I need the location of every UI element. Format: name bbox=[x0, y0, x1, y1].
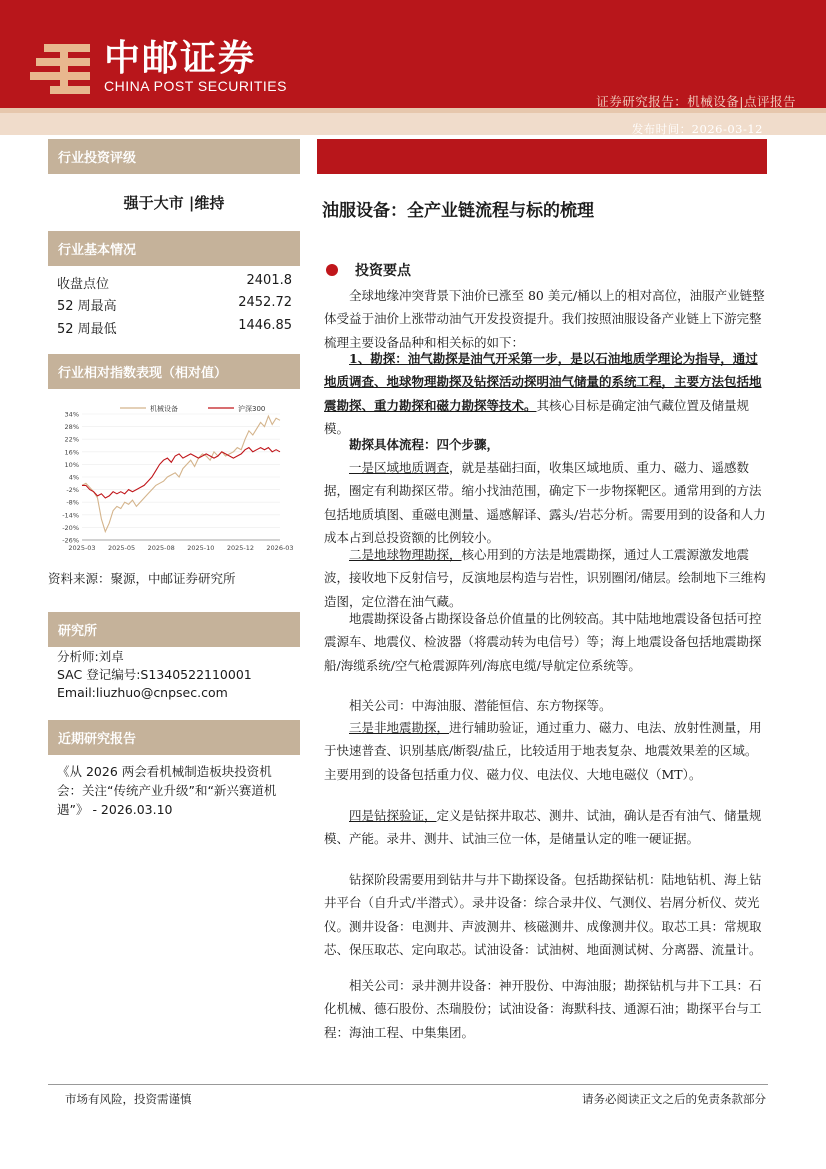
chart-y-tick-label: 28% bbox=[64, 423, 79, 432]
chart-legend-label: 沪深300 bbox=[238, 405, 266, 413]
chart-y-tick-label: -20% bbox=[62, 523, 79, 532]
chart-legend-label: 机械设备 bbox=[150, 405, 178, 413]
index-performance-heading: 行业相对指数表现（相对值） bbox=[48, 354, 300, 389]
report-title: 油服设备：全产业链流程与标的梳理 bbox=[322, 201, 594, 221]
title-accent-bar bbox=[317, 139, 767, 174]
step-three-label: 三是非地震勘探， bbox=[349, 720, 450, 735]
chart-series-line bbox=[82, 416, 280, 531]
analyst-name: 分析师:刘卓 bbox=[57, 649, 124, 664]
basic-info-label: 52 周最高 bbox=[57, 299, 117, 314]
basic-info-value: 1446.85 bbox=[238, 318, 292, 333]
step-two-label: 二是地球物理勘探， bbox=[349, 547, 462, 562]
chart-x-tick-label: 2025-12 bbox=[226, 544, 254, 552]
bullet-circle-icon bbox=[326, 264, 338, 276]
basic-info-value: 2401.8 bbox=[246, 273, 292, 288]
paragraph-step-two bbox=[324, 543, 768, 613]
step-three-text: 进行辅助验证，通过重力、磁力、电法、放射性测量，用于快速普查、识别基底/断裂/盐丘，比较适用于地表复杂、地震效果差的区域。主要用到的设备包括重力仪、磁力仪、电法仪、大地电磁仪（MT）。 bbox=[324, 720, 762, 782]
chart-legend bbox=[120, 404, 265, 413]
step-four-text: 定义是钻探井取芯、测井、试油，确认是否有油气、储量规模、产能。录井、测井、试油三位一体，是储量认定的唯一硬证据。 bbox=[324, 808, 762, 847]
chart-y-tick-label: -26% bbox=[62, 536, 79, 545]
chart-y-tick-label: 22% bbox=[64, 435, 79, 444]
chart-y-tick-label: -14% bbox=[62, 511, 79, 520]
chart-x-tick-label: 2026-03 bbox=[266, 544, 294, 552]
paragraph-drilling-equipment: 钻探阶段需要用到钻井与井下勘探设备。包括勘探钻机：陆地钻机、海上钻井平台（自升式/半潜式）。录井设备：综合录井仪、气测仪、岩屑分析仪、荧光仪。测井设备：电测井、声波测井、核磁测井、成像测井仪。取芯工具：常规取芯、保压取芯、定向取芯。试油设备：试油树、地面测试树、分离器、流量计。 bbox=[324, 872, 762, 958]
report-type: 证券研究报告：机械设备|点评报告 bbox=[596, 94, 796, 109]
publish-time: 发布时间：2026-03-12 bbox=[631, 122, 763, 136]
basic-info-row bbox=[57, 273, 292, 292]
paragraph-related-companies-2: 相关公司：录井测井设备：神开股份、中海油服；勘探钻机与井下工具：石化机械、德石股份、杰瑞股份；试油设备：海默科技、通源石油；勘探平台与工程：海油工程、中集集团。 bbox=[324, 978, 762, 1040]
basic-info-row bbox=[57, 295, 292, 314]
chart-y-tick-label: 34% bbox=[64, 410, 79, 419]
chart-y-tick-label: -2% bbox=[66, 486, 79, 495]
chart-x-axis bbox=[68, 540, 293, 552]
step-two-text: 核心用到的方法是地震勘探，通过人工震源激发地震波，接收地下反射信号，反演地层构造与岩性，识别圈闭/储层。绘制地下三维构造图，定位潜在油气藏。 bbox=[324, 547, 766, 609]
chart-y-axis bbox=[62, 411, 79, 545]
institute-heading: 研究所 bbox=[48, 612, 300, 647]
logo-chinese-name: 中邮证券 bbox=[104, 38, 257, 79]
china-post-logo-icon bbox=[30, 44, 96, 98]
step-one-label: 一是区域地质调查 bbox=[349, 460, 450, 475]
analyst-email: Email:liuzhuo@cnpsec.com bbox=[57, 685, 228, 700]
recent-reports-heading: 近期研究报告 bbox=[48, 720, 300, 755]
paragraph-related-companies-1: 相关公司：中海油服、潜能恒信、东方物探等。 bbox=[349, 698, 612, 713]
rating-value: 强于大市 |维持 bbox=[123, 194, 225, 212]
paragraph-seismic-equipment: 地震勘探设备占勘探设备总价值量的比例较高。其中陆地地震设备包括可控震源车、地震仪、检波器（将震动转为电信号）等；海上地震设备包括地震勘探船/海缆系统/空气枪震源阵列/海底电缆/导航定位系统等。 bbox=[324, 611, 762, 673]
paragraph-process-heading: 勘探具体流程：四个步骤， bbox=[349, 437, 500, 452]
step-four-label: 四是钻探验证， bbox=[349, 808, 437, 823]
step-one-text: ，就是基础扫面，收集区域地质、重力、磁力、遥感数据，圈定有利勘探区带。缩小找油范围，确定下一步物探靶区。通常用到的方法包括地质填图、重磁电测量、遥感解译、露头/岩芯分析。需要用到的设备和人力成本占到总投资额的比例较小。 bbox=[324, 460, 766, 546]
basic-info-label: 52 周最低 bbox=[57, 322, 117, 337]
paragraph-step-three bbox=[324, 716, 768, 786]
paragraph-intro: 全球地缘冲突背景下油价已涨至 80 美元/桶以上的相对高位，油服产业链整体受益于油价上涨带动油气开发投资提升。我们按照油服设备产业链上下游完整梳理主要设备品种和相关标的如下： bbox=[324, 288, 765, 350]
chart-x-tick-label: 2025-05 bbox=[108, 544, 136, 552]
paragraph-step-one bbox=[324, 456, 768, 550]
chart-y-tick-label: 16% bbox=[64, 448, 79, 457]
sac-number: SAC 登记编号:S1340522110001 bbox=[57, 667, 252, 682]
chart-y-tick-label: 4% bbox=[68, 473, 79, 482]
basic-info-heading: 行业基本情况 bbox=[48, 231, 300, 266]
basic-info-label: 收盘点位 bbox=[57, 277, 110, 292]
footer-disclaimer-note: 请务必阅读正文之后的免责条款部分 bbox=[582, 1092, 766, 1106]
rating-heading: 行业投资评级 bbox=[48, 139, 300, 174]
paragraph-step-four bbox=[324, 804, 768, 851]
basic-info-value: 2452.72 bbox=[238, 295, 292, 310]
chart-x-tick-label: 2025-10 bbox=[187, 544, 215, 552]
chart-series-group bbox=[82, 416, 280, 531]
logo-english-name: CHINA POST SECURITIES bbox=[104, 78, 287, 94]
basic-info-row bbox=[57, 318, 292, 337]
footer-divider bbox=[48, 1084, 768, 1085]
exploration-goal: 其核心目标是确定油气藏位置及储量规模。 bbox=[324, 397, 750, 437]
paragraph-exploration bbox=[324, 347, 768, 441]
chart-y-tick-label: -8% bbox=[66, 498, 79, 507]
recent-report-item[interactable]: 《从 2026 两会看机械制造板块投资机会：关注“传统产业升级”和“新兴赛道机遇”》 - 2026.03.10 bbox=[57, 764, 277, 817]
chart-y-tick-label: 10% bbox=[64, 460, 79, 469]
chart-x-tick-label: 2025-03 bbox=[68, 544, 96, 552]
chart-x-tick-label: 2025-08 bbox=[147, 544, 175, 552]
exploration-definition: 1、勘探：油气勘探是油气开采第一步，是以石油地质学理论为指导，通过地质调查、地球物理勘探及钻探活动探明油气储量的系统工程，主要方法包括地震勘探、重力勘探和磁力勘探等技术。 bbox=[324, 351, 762, 413]
index-performance-chart bbox=[52, 398, 298, 558]
footer-risk-note: 市场有风险，投资需谨慎 bbox=[65, 1092, 192, 1106]
section-title: 投资要点 bbox=[355, 263, 411, 279]
chart-source-note: 资料来源：聚源，中邮证券研究所 bbox=[48, 571, 236, 586]
